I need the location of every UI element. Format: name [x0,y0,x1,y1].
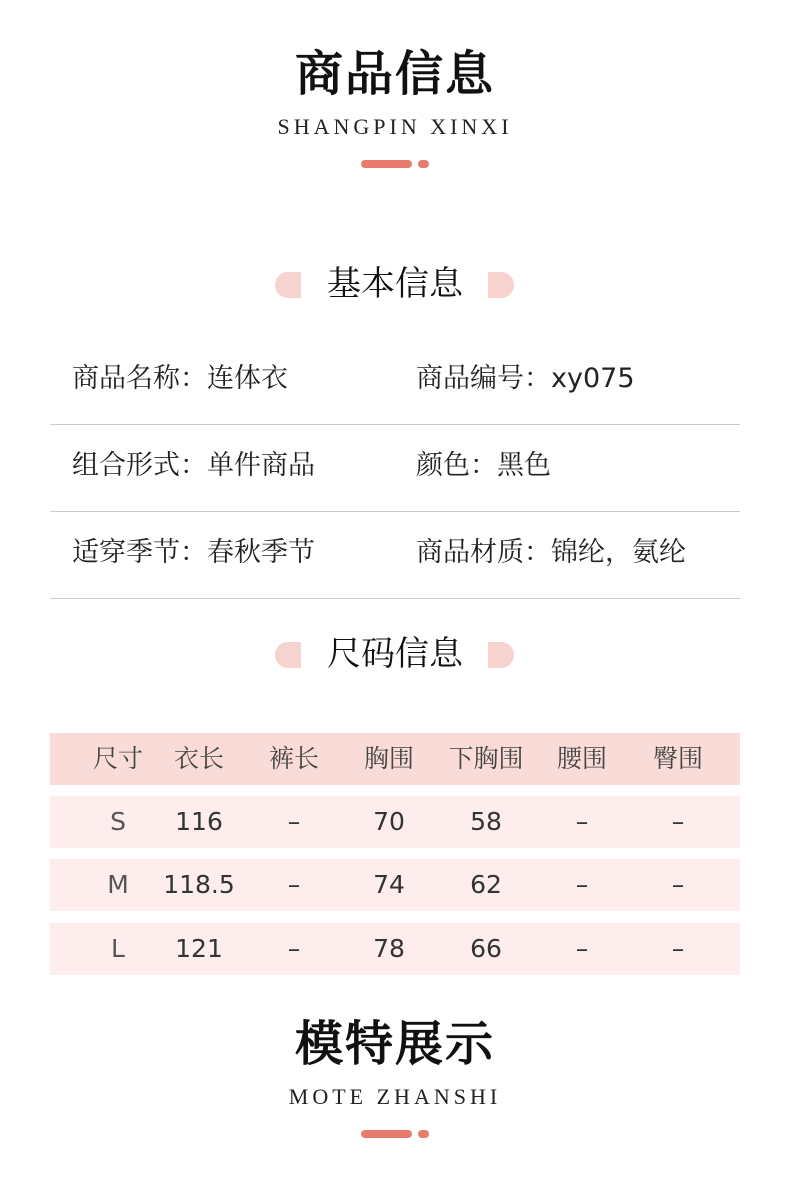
table-row [50,859,740,911]
section-cap-right [488,272,514,298]
decoration-dot [418,160,429,168]
table-cell: 70 [373,807,405,836]
title-decoration [0,160,790,170]
decoration-dot [418,1130,429,1138]
decoration-bar [361,1130,412,1138]
material: 商品材质：锦纶，氨纶 [416,537,686,568]
table-cell: 121 [175,934,223,963]
basic-info-title: 基本信息 [327,264,463,304]
season: 适穿季节：春秋季节 [72,537,315,568]
table-cell: – [575,807,589,836]
section-cap-right [488,642,514,668]
table-cell: – [575,870,589,899]
section-cap-left [275,642,301,668]
table-cell: – [671,934,685,963]
table-cell: S [110,807,126,836]
table-cell: – [671,870,685,899]
column-header: 腰围 [556,744,607,773]
product-code: 商品编号：xy075 [416,363,635,394]
size-info-title: 尺码信息 [327,634,463,674]
table-cell: 116 [175,807,223,836]
page-title-pinyin: SHANGPIN XINXI [277,114,513,139]
table-cell: 66 [470,934,502,963]
table-cell: 118.5 [163,870,235,899]
table-cell: 78 [373,934,405,963]
table-cell: – [287,807,301,836]
product-info-header [0,44,790,170]
info-row [50,512,740,599]
table-row [50,923,740,975]
size-info-section-header [0,634,790,674]
table-cell: M [107,870,129,899]
model-display-header [0,1014,790,1140]
section-cap-left [275,272,301,298]
column-header: 下胸围 [448,744,524,773]
table-cell: – [671,807,685,836]
table-cell: L [111,934,125,963]
title-decoration [0,1130,790,1140]
column-header: 胸围 [363,744,414,773]
column-header: 尺寸 [92,744,143,773]
table-cell: – [287,934,301,963]
product-name: 商品名称：连体衣 [72,363,288,394]
info-row [50,338,740,425]
info-row [50,425,740,512]
table-cell: – [287,870,301,899]
table-cell: 62 [470,870,502,899]
table-row [50,796,740,848]
basic-info-section-header [0,264,790,304]
table-cell: 58 [470,807,502,836]
basic-info-grid [50,338,740,599]
section-title: 模特展示 [294,1016,495,1072]
section-title-pinyin: MOTE ZHANSHI [288,1084,502,1109]
decoration-bar [361,160,412,168]
table-cell: 74 [373,870,405,899]
table-header-row [50,733,740,785]
combination-type: 组合形式：单件商品 [72,450,315,481]
page-title: 商品信息 [294,46,495,102]
column-header: 裤长 [268,744,319,773]
column-header: 衣长 [173,744,224,773]
product-color: 颜色：黑色 [416,450,551,481]
table-cell: – [575,934,589,963]
column-header: 臀围 [652,744,703,773]
